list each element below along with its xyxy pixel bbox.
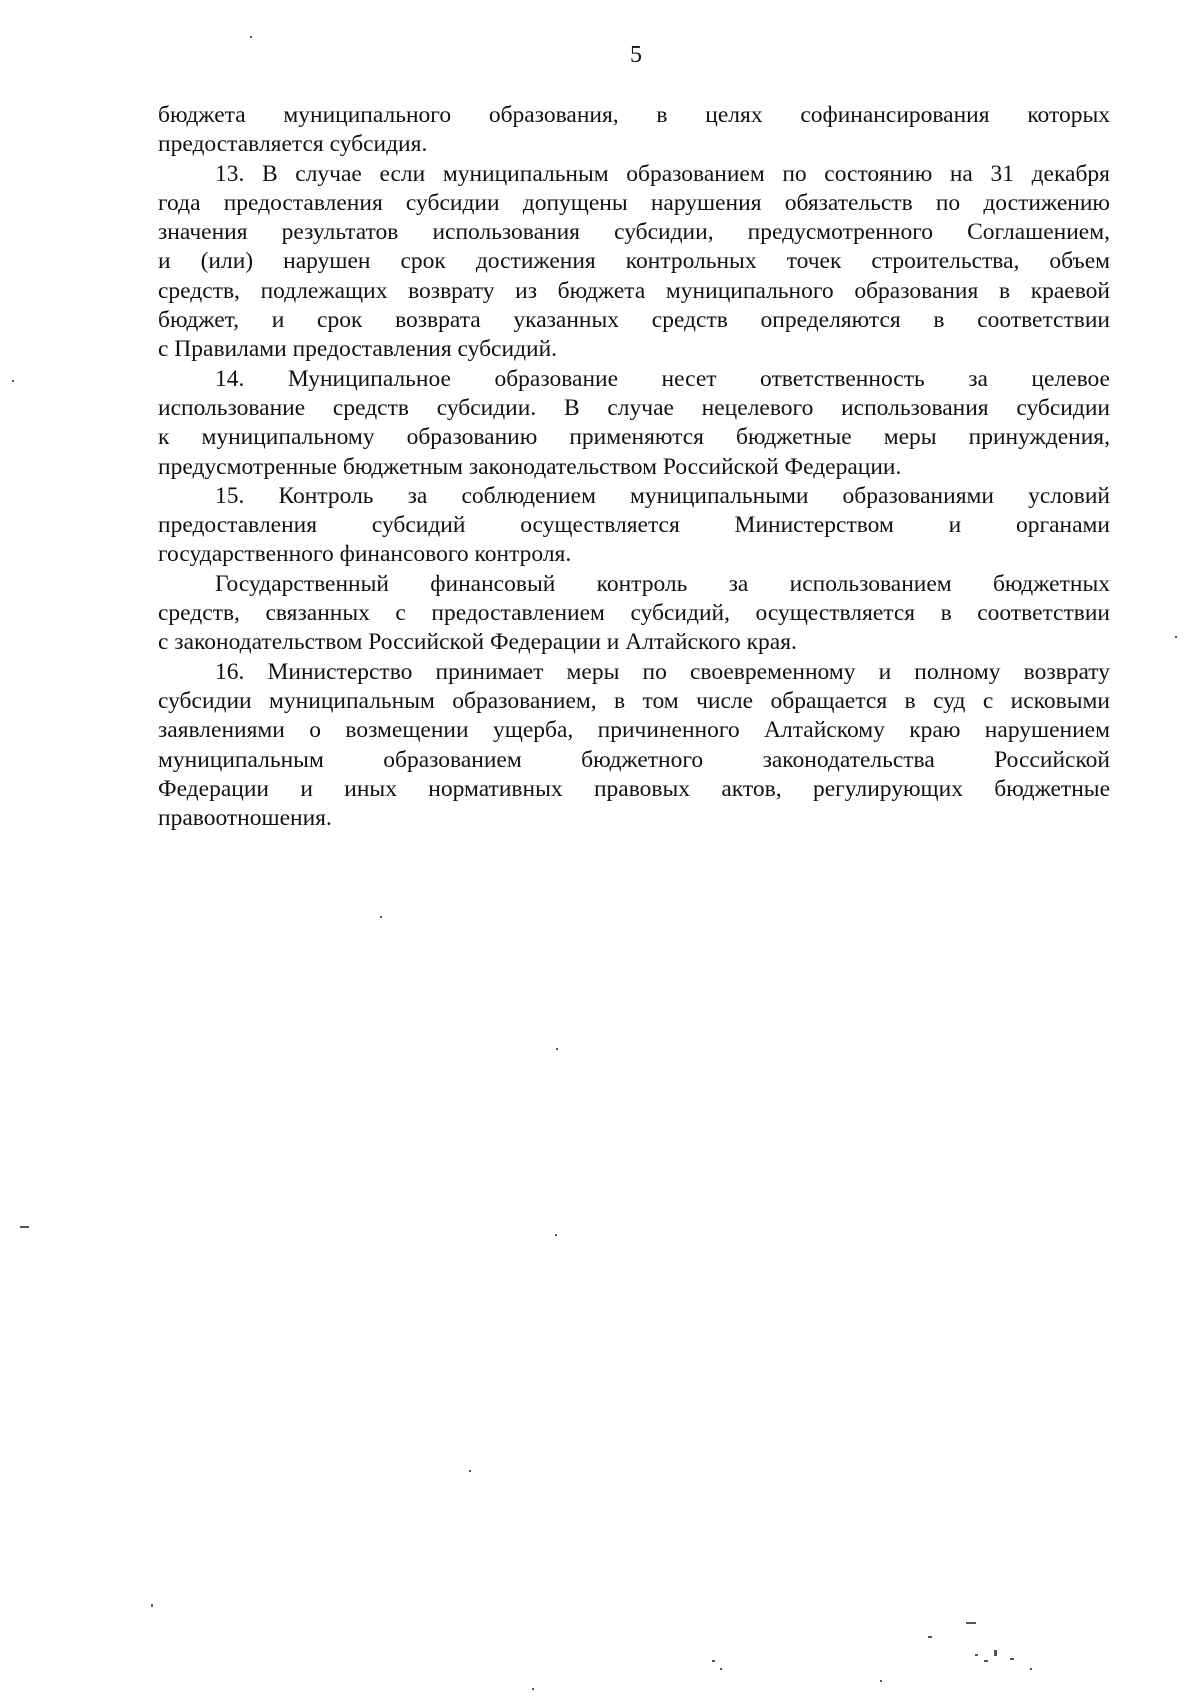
- page-number: 5: [630, 42, 642, 68]
- scan-speck: [720, 1668, 722, 1670]
- text-line: заявлениями о возмещении ущерба, причиненного Алтайскому краю нарушением: [158, 717, 1110, 744]
- text-line: предоставления субсидий осуществляется Министерством и органами: [158, 512, 1110, 539]
- text-line: использование средств субсидии. В случае нецелевого использования субсидии: [158, 394, 1110, 421]
- scan-speck: [712, 1660, 715, 1662]
- text-line: Федерации и иных нормативных правовых актов, регулирующих бюджетные: [158, 775, 1110, 802]
- text-line: государственного финансового контроля.: [158, 541, 572, 568]
- scan-speck: [1030, 1668, 1032, 1670]
- scan-speck: [880, 1680, 882, 1682]
- scan-speck: [556, 1048, 558, 1050]
- text-line: 14. Муниципальное образование несет ответственность за целевое: [215, 365, 1110, 392]
- scan-speck: [966, 1622, 976, 1624]
- scan-speck: [975, 1654, 978, 1656]
- text-line: года предоставления субсидии допущены нарушения обязательств по достижению: [158, 189, 1110, 216]
- scan-speck: [380, 916, 382, 918]
- text-line: и (или) нарушен срок достижения контрольных точек строительства, объем: [158, 248, 1110, 275]
- text-line: значения результатов использования субсидии, предусмотренного Соглашением,: [158, 219, 1110, 246]
- text-line: предоставляется субсидия.: [158, 131, 428, 158]
- text-line: к муниципальному образованию применяются бюджетные меры принуждения,: [158, 424, 1110, 451]
- text-line: предусмотренные бюджетным законодательством Российской Федерации.: [158, 453, 902, 480]
- scan-speck: [555, 1234, 557, 1236]
- scan-speck: [20, 1226, 29, 1228]
- scan-speck: [151, 1604, 153, 1607]
- text-line: правоотношения.: [158, 805, 332, 832]
- text-line: с Правилами предоставления субсидий.: [158, 336, 558, 363]
- scan-speck: [984, 1660, 988, 1662]
- text-line: 16. Министерство принимает меры по своевременному и полному возврату: [215, 658, 1110, 685]
- text-line: бюджет, и срок возврата указанных средств определяются в соответствии: [158, 307, 1110, 334]
- text-line: субсидии муниципальным образованием, в том числе обращается в суд с исковыми: [158, 687, 1110, 714]
- scan-speck: [928, 1636, 932, 1638]
- text-line: с законодательством Российской Федерации и Алтайского края.: [158, 629, 797, 656]
- text-line: 15. Контроль за соблюдением муниципальными образованиями условий: [215, 482, 1110, 509]
- scan-speck: [1175, 636, 1177, 638]
- text-line: муниципальным образованием бюджетного законодательства Российской: [158, 746, 1110, 773]
- text-line: средств, связанных с предоставлением субсидий, осуществляется в соответствии: [158, 600, 1110, 627]
- text-line: средств, подлежащих возврату из бюджета муниципального образования в краевой: [158, 277, 1110, 304]
- text-line: Государственный финансовый контроль за использованием бюджетных: [215, 570, 1110, 597]
- scan-speck: [469, 1470, 471, 1472]
- text-line: бюджета муниципального образования, в целях софинансирования которых: [158, 102, 1110, 128]
- scan-speck: [532, 1688, 534, 1690]
- scan-speck: [12, 380, 14, 382]
- scan-speck: [994, 1650, 997, 1656]
- document-body: [158, 101, 1110, 833]
- text-line: 13. В случае если муниципальным образованием по состоянию на 31 декабря: [215, 160, 1110, 187]
- scan-speck: [1010, 1658, 1014, 1660]
- scan-speck: [250, 36, 252, 38]
